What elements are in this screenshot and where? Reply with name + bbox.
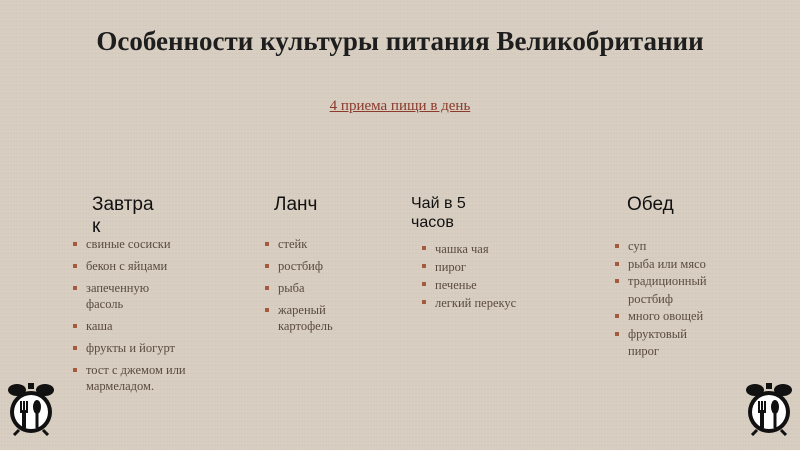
list-item: много овощей bbox=[614, 308, 734, 326]
list-item: каша bbox=[72, 318, 212, 334]
page-title: Особенности культуры питания Великобритании bbox=[96, 26, 704, 56]
alarm-clock-cutlery-icon bbox=[744, 380, 794, 436]
list-item: запеченную фасоль bbox=[72, 280, 186, 312]
list-item: пирог bbox=[421, 258, 581, 276]
subtitle-link[interactable]: 4 приема пищи в день bbox=[329, 98, 471, 114]
tea-list bbox=[421, 240, 581, 312]
heading-line: Обед bbox=[627, 194, 674, 215]
list-item: чашка чая bbox=[421, 240, 581, 258]
dinner-list bbox=[614, 238, 734, 361]
list-item: традиционный ростбиф bbox=[614, 273, 728, 308]
alarm-clock-cutlery-icon bbox=[6, 380, 56, 436]
list-item: стейк bbox=[264, 236, 384, 252]
list-item: бекон с яйцами bbox=[72, 258, 212, 274]
breakfast-list bbox=[72, 236, 212, 394]
heading-line: Завтра bbox=[92, 194, 154, 215]
list-item: легкий перекус bbox=[421, 294, 581, 312]
list-item: суп bbox=[614, 238, 734, 256]
list-item: рыба или мясо bbox=[614, 256, 734, 274]
list-item: ростбиф bbox=[264, 258, 384, 274]
column-heading-tea bbox=[411, 194, 466, 232]
list-item: фруктовый пирог bbox=[614, 326, 718, 361]
heading-line: Ланч bbox=[274, 194, 318, 215]
list-item: тост с джемом или мармеладом. bbox=[72, 362, 214, 394]
heading-line: к bbox=[92, 216, 101, 237]
heading-line: часов bbox=[411, 214, 454, 231]
column-heading-breakfast bbox=[92, 194, 154, 238]
column-heading-dinner bbox=[627, 194, 674, 216]
list-item: печенье bbox=[421, 276, 581, 294]
list-item: рыба bbox=[264, 280, 384, 296]
list-item: жареный картофель bbox=[264, 302, 356, 334]
column-heading-lunch bbox=[274, 194, 317, 216]
lunch-list bbox=[264, 236, 384, 334]
list-item: фрукты и йогурт bbox=[72, 340, 212, 356]
list-item: свиные сосиски bbox=[72, 236, 212, 252]
heading-line: Чай в 5 bbox=[411, 195, 466, 212]
